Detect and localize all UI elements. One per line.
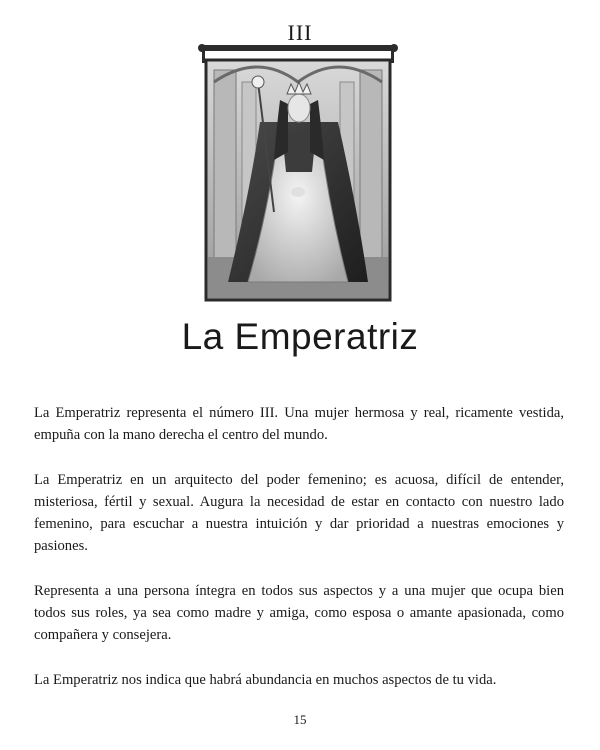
card-numeral: III: [287, 20, 313, 45]
tarot-card-illustration: [198, 42, 398, 304]
paragraph-2: La Emperatriz en un arquitecto del poder femenino; es acuosa, difícil de entender, misteriosa, fértil y sexual. Augura la necesidad de estar en contacto con nuestro lado femenino, para escuchar a nuestra intuición y dar prioridad a nuestras emociones y pasiones.: [34, 471, 564, 555]
paragraph-1: La Emperatriz representa el número III. Una mujer hermosa y real, ricamente vestida, empuña con la mano derecha el centro del mundo.: [34, 405, 564, 444]
body-text: [34, 402, 564, 713]
page-number: 15: [293, 712, 307, 727]
page-title: La Emperatriz: [181, 316, 419, 357]
paragraph-4: La Emperatriz nos indica que habrá abundancia en muchos aspectos de tu vida.: [34, 671, 497, 688]
paragraph-3: Representa a una persona íntegra en todos sus aspectos y a una mujer que ocupa bien todos sus roles, ya sea como madre y amiga, como esposa o amante apasionada, como compañera y consejera.: [34, 582, 564, 644]
